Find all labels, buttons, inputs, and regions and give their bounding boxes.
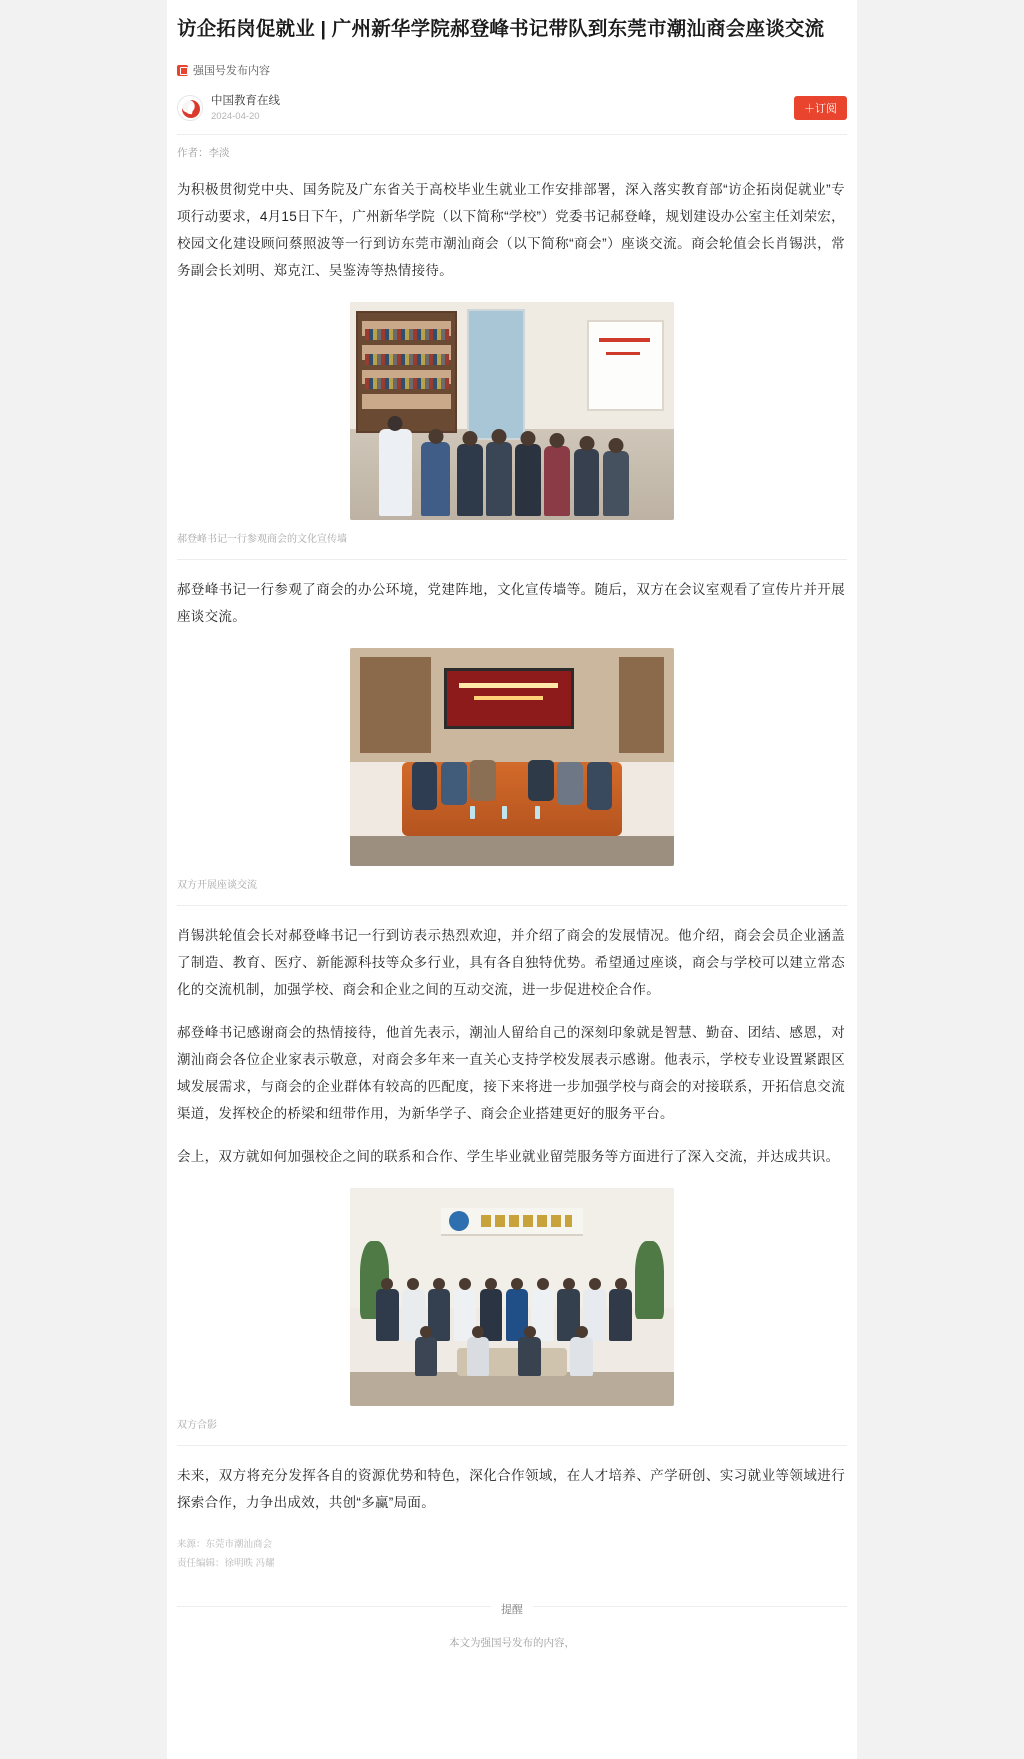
- photo-group-photo[interactable]: [350, 1188, 674, 1406]
- notice-block: [177, 1599, 847, 1654]
- divider: [177, 1445, 847, 1446]
- figure-caption-2: 双方开展座谈交流: [177, 880, 257, 892]
- paragraph-3: 肖锡洪轮值会长对郝登峰书记一行到访表示热烈欢迎，并介绍了商会的发展情况。他介绍，商会会员企业涵盖了制造、教育、医疗、新能源科技等众多行业，具有各自独特优势。希望通过座谈，商会与学校可以建立常态化的交流机制，加强学校、商会和企业之间的互动交流，进一步促进校企合作。: [177, 928, 845, 998]
- divider: [177, 905, 847, 906]
- figure-caption-1: 郝登峰书记一行参观商会的文化宣传墙: [177, 534, 347, 546]
- notice-title-wrap: [177, 1599, 847, 1618]
- subscribe-button[interactable]: ＋订阅: [794, 96, 847, 120]
- publisher-row: [177, 94, 847, 122]
- publish-date: 2024-04-20: [211, 110, 260, 122]
- avatar[interactable]: [177, 95, 203, 121]
- paragraph-6: 未来，双方将充分发挥各自的资源优势和特色，深化合作领域，在人才培养、产学研创、实习就业等领域进行探索合作，力争出成效，共创“多赢”局面。: [177, 1468, 845, 1511]
- page-title: 访企拓岗促就业 | 广州新华学院郝登峰书记带队到东莞市潮汕商会座谈交流: [177, 18, 825, 40]
- article-inner: [167, 0, 857, 1654]
- publisher-name[interactable]: 中国教育在线: [211, 95, 280, 108]
- notice-text: 本文为强国号发布的内容，: [449, 1636, 575, 1649]
- publisher-meta: [211, 94, 280, 122]
- figure-2: [177, 648, 847, 891]
- paragraph-2: 郝登峰书记一行参观了商会的办公环境，党建阵地，文化宣传墙等。随后，双方在会议室观看了宣传片并开展座谈交流。: [177, 582, 845, 625]
- photo-office-visit[interactable]: [350, 302, 674, 520]
- paragraph-5: 会上，双方就如何加强校企之间的联系和合作、学生毕业就业留莞服务等方面进行了深入交流，并达成共识。: [177, 1149, 840, 1165]
- source-badge: [177, 62, 857, 78]
- figure-caption-3: 双方合影: [177, 1420, 217, 1432]
- notice-title: 提醒: [491, 1601, 533, 1617]
- status-badge: 强国号发布内容: [193, 65, 270, 78]
- article-editor: 责任编辑：徐明昳 冯耀: [177, 1557, 275, 1569]
- divider: [177, 134, 847, 135]
- strong-nation-icon: [177, 65, 188, 76]
- paragraph-1: 为积极贯彻党中央、国务院及广东省关于高校毕业生就业工作安排部署，深入落实教育部“访企拓岗促就业”专项行动要求，4月15日下午，广州新华学院（以下简称“学校”）党委书记郝登峰，规划建设办公室主任刘荣宏，校园文化建设顾问蔡照波等一行到访东莞市潮汕商会（以下简称“商会”）座谈交流。商会轮值会长肖锡洪，常务副会长刘明、郑克江、吴鉴涛等热情接待。: [177, 182, 845, 279]
- figure-3: [177, 1188, 847, 1431]
- article-page: [167, 0, 857, 1759]
- byline: 作者：李淡: [177, 147, 230, 160]
- divider: [177, 559, 847, 560]
- paragraph-4: 郝登峰书记感谢商会的热情接待，他首先表示，潮汕人留给自己的深刻印象就是智慧、勤奋、团结、感恩，对潮汕商会各位企业家表示敬意，对商会多年来一直关心支持学校发展表示感谢。他表示，学校专业设置紧跟区域发展需求，与商会的企业群体有较高的匹配度，接下来将进一步加强学校与商会的对接联系，开拓信息交流渠道，发挥校企的桥梁和纽带作用，为新华学子、商会企业搭建更好的服务平台。: [177, 1025, 845, 1122]
- figure-1: [177, 302, 847, 545]
- source-block: [177, 1536, 847, 1572]
- article-source: 来源：东莞市潮汕商会: [177, 1539, 273, 1551]
- photo-meeting-room[interactable]: [350, 648, 674, 866]
